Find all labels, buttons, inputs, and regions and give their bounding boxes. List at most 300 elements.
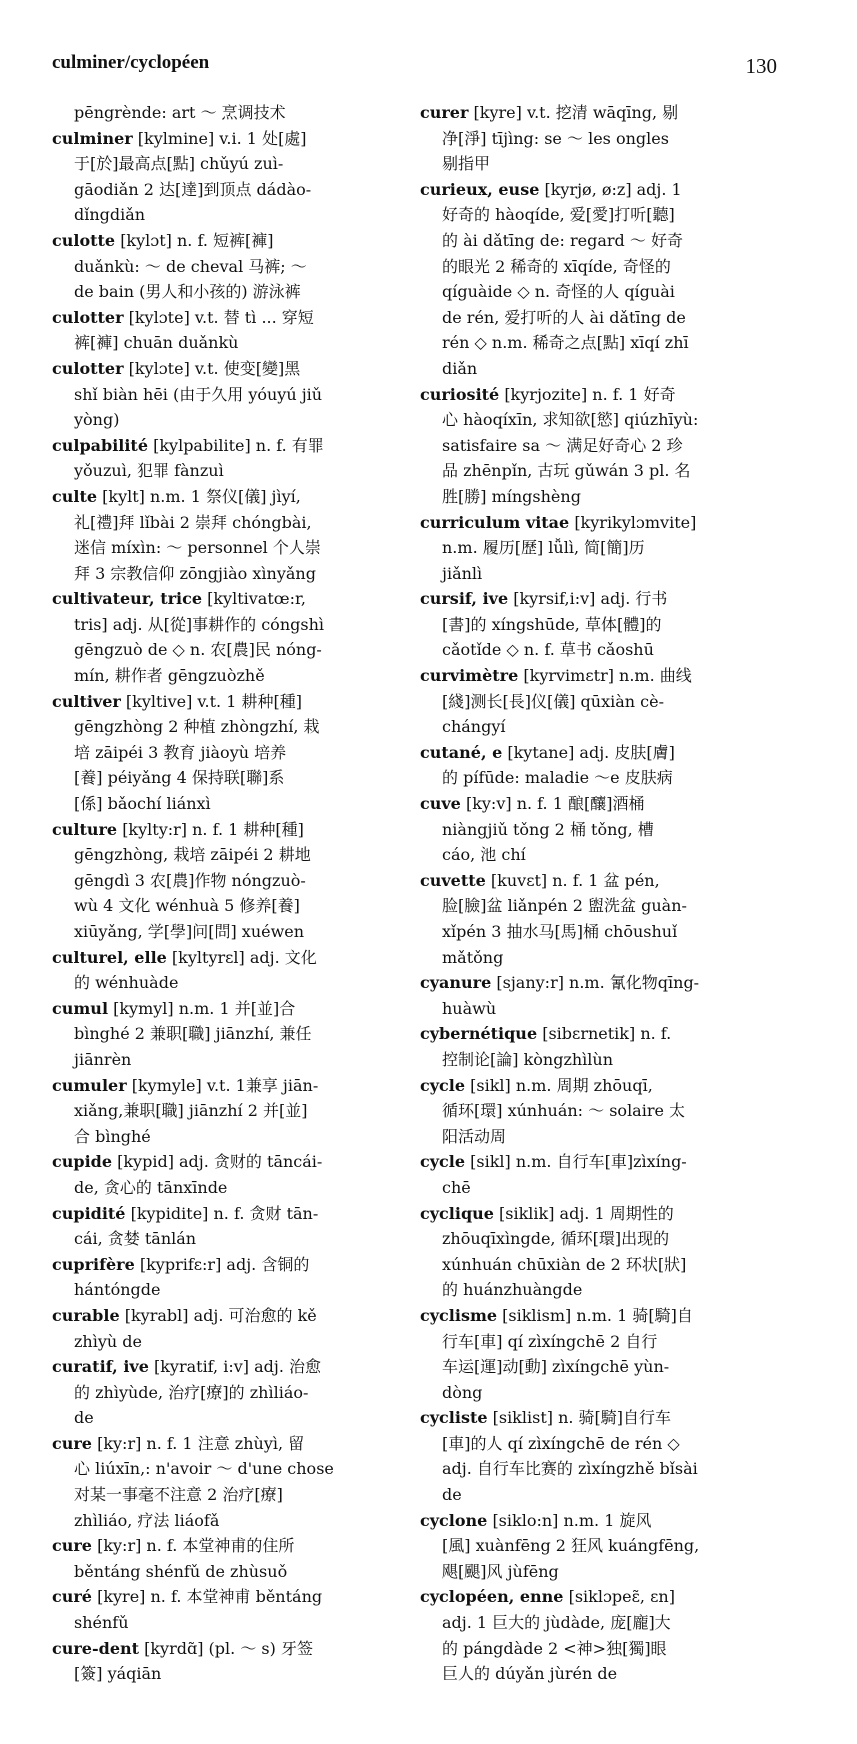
dictionary-entry xyxy=(420,1508,772,1585)
entry-text: [kyrsif,i:v] adj. 行书 xyxy=(513,589,668,609)
entry-headword: cycle xyxy=(420,1152,466,1172)
entry-text: 拜 3 宗教信仰 zōngjiào xìnyǎng xyxy=(74,563,316,583)
entry-text: 的 huánzhuàngde xyxy=(442,1280,583,1300)
dictionary-entry xyxy=(52,817,382,945)
entry-text: adj. 1 巨大的 jùdàde, 庞[龐]大 xyxy=(442,1613,671,1633)
entry-line xyxy=(52,945,382,971)
entry-line xyxy=(52,1329,382,1355)
entry-line xyxy=(52,1047,382,1073)
entry-text: de xyxy=(442,1485,462,1505)
entry-line xyxy=(52,305,382,331)
entry-text: [kylmine] v.i. 1 处[處] xyxy=(137,128,307,148)
entry-headword: cutané, e xyxy=(420,742,503,762)
entry-line xyxy=(420,1277,772,1303)
entry-headword: cuvette xyxy=(420,870,486,890)
entry-line xyxy=(420,1584,772,1610)
entry-line xyxy=(52,893,382,919)
entry-line xyxy=(420,970,772,996)
entry-line xyxy=(420,1124,772,1150)
entry-line xyxy=(420,868,772,894)
entry-line xyxy=(52,510,382,536)
entry-text: [kyltive] v.t. 1 耕种[種] xyxy=(125,691,302,711)
dictionary-entry xyxy=(52,1431,382,1533)
entry-text: [kypid] adj. 贪财的 tāncái- xyxy=(117,1152,323,1172)
dictionary-entry xyxy=(420,791,772,868)
entry-headword: cure-dent xyxy=(52,1638,140,1658)
entry-text: [kyrabl] adj. 可治愈的 kě xyxy=(124,1305,317,1325)
entry-text: mǎtǒng xyxy=(442,947,504,967)
entry-text: 的 wénhuàde xyxy=(74,973,179,993)
dictionary-entry xyxy=(52,1303,382,1354)
entry-headword: curable xyxy=(52,1305,120,1325)
entry-line xyxy=(420,1661,772,1687)
entry-headword: cupide xyxy=(52,1152,113,1172)
entry-line xyxy=(52,842,382,868)
entry-line xyxy=(420,612,772,638)
entry-line xyxy=(420,1329,772,1355)
entry-line xyxy=(52,1482,382,1508)
entry-line xyxy=(420,1098,772,1124)
entry-text: běntáng shénfǔ de zhùsuǒ xyxy=(74,1561,288,1581)
entry-line xyxy=(420,1226,772,1252)
dictionary-entry xyxy=(52,945,382,996)
entry-text: [ky:r] n. f. 本堂神甫的住所 xyxy=(97,1536,295,1556)
entry-text: 的眼光 2 稀奇的 xīqíde, 奇怪的 xyxy=(442,256,671,276)
entry-headword: cupidité xyxy=(52,1203,126,1223)
entry-text: [養] péiyǎng 4 保持联[聯]系 xyxy=(74,768,285,788)
entry-line xyxy=(52,970,382,996)
entry-text: [車]的人 qí zìxíngchē de rén ◇ xyxy=(442,1433,680,1453)
entry-line xyxy=(420,1610,772,1636)
entry-line xyxy=(52,1431,382,1457)
entry-line xyxy=(52,356,382,382)
entry-text: [siklist] n. 骑[騎]自行车 xyxy=(492,1408,672,1428)
entry-line xyxy=(52,228,382,254)
entry-text: adj. 自行车比赛的 zìxíngzhě bǐsài xyxy=(442,1459,698,1479)
dictionary-entry xyxy=(420,586,772,663)
entry-line xyxy=(52,817,382,843)
entry-line xyxy=(420,1201,772,1227)
entry-text: zhìyù de xyxy=(74,1331,142,1351)
entry-line xyxy=(52,177,382,203)
entry-text: mín, 耕作者 gēngzuòzhě xyxy=(74,666,265,686)
entry-line xyxy=(420,919,772,945)
dictionary-entry xyxy=(52,100,382,126)
entry-text: chángyí xyxy=(442,717,506,737)
entry-headword: curer xyxy=(420,103,469,122)
entry-line xyxy=(52,1354,382,1380)
entry-line xyxy=(52,1610,382,1636)
entry-line xyxy=(420,228,772,254)
entry-line xyxy=(420,1047,772,1073)
entry-headword: curatif, ive xyxy=(52,1357,149,1377)
entry-text: [kylpabilite] n. f. 有罪 xyxy=(153,435,324,455)
entry-line xyxy=(52,1021,382,1047)
dictionary-entry xyxy=(52,1252,382,1303)
entry-line xyxy=(420,842,772,868)
entry-text: 培 zāipéi 3 教育 jiàoyù 培养 xyxy=(74,742,287,762)
entry-line xyxy=(420,945,772,971)
entry-headword: culturel, elle xyxy=(52,947,167,967)
entry-line xyxy=(420,1354,772,1380)
running-head: culminer/cyclopéen xyxy=(52,52,210,73)
entry-line xyxy=(420,279,772,305)
entry-line xyxy=(52,1201,382,1227)
entry-text: [kyprifɛ:r] adj. 含铜的 xyxy=(139,1254,310,1274)
dictionary-entry xyxy=(52,1073,382,1150)
entry-text: [siklɔpeɛ̃, ɛn] xyxy=(568,1587,675,1607)
entry-headword: culotter xyxy=(52,307,124,327)
entry-text: 剔指甲 xyxy=(442,154,491,174)
entry-line xyxy=(420,714,772,740)
entry-text: xiūyǎng, 学[學]问[問] xuéwen xyxy=(74,922,305,941)
entry-line xyxy=(52,1252,382,1278)
entry-line xyxy=(52,919,382,945)
entry-text: jiǎnlì xyxy=(442,563,483,583)
entry-headword: culminer xyxy=(52,128,133,148)
entry-line xyxy=(420,202,772,228)
entry-text: 合 bìnghé xyxy=(74,1126,151,1146)
entry-text: gāodiǎn 2 达[達]到顶点 dádào- xyxy=(74,179,312,199)
entry-text: zhōuqīxìngde, 循环[環]出现的 xyxy=(442,1229,670,1249)
entry-text: [kytane] adj. 皮肤[膚] xyxy=(507,742,675,762)
entry-line xyxy=(420,330,772,356)
entry-text: [sjany:r] n.m. 氰化物qīng- xyxy=(496,973,700,993)
dictionary-entry xyxy=(420,100,772,177)
entry-text: [綫]测长[長]仪[儀] qūxiàn cè- xyxy=(442,691,664,711)
entry-text: [係] bǎochí liánxì xyxy=(74,794,211,814)
entry-line xyxy=(52,1533,382,1559)
entry-text: bìnghé 2 兼职[職] jiānzhí, 兼任 xyxy=(74,1024,312,1044)
dictionary-entry xyxy=(52,126,382,228)
entry-text: cáo, 池 chí xyxy=(442,845,526,865)
entry-text: 礼[禮]拜 lǐbài 2 崇拜 chóngbài, xyxy=(74,512,312,532)
dictionary-entry xyxy=(52,996,382,1073)
dictionary-entry xyxy=(52,228,382,305)
entry-line xyxy=(420,305,772,331)
entry-text: cǎotǐde ◇ n. f. 草书 cǎoshū xyxy=(442,640,654,660)
entry-text: shénfǔ xyxy=(74,1613,129,1633)
entry-text: [kyltivatœ:r, xyxy=(207,589,306,609)
entry-text: xúnhuán chūxiàn de 2 环状[狀] xyxy=(442,1254,687,1274)
entry-line xyxy=(420,740,772,766)
entry-text: huàwù xyxy=(442,998,497,1018)
entry-text: 脸[臉]盆 liǎnpén 2 盥洗盆 guàn- xyxy=(442,896,687,916)
entry-text: gēngdì 3 农[農]作物 nóngzuò- xyxy=(74,870,306,890)
dictionary-entry xyxy=(420,1149,772,1200)
entry-headword: cultivateur, trice xyxy=(52,589,203,609)
entry-text: de, 贪心的 tānxīnde xyxy=(74,1177,228,1197)
entry-text: 的 pángdàde 2 <神>独[獨]眼 xyxy=(442,1638,667,1658)
entry-line xyxy=(52,126,382,152)
entry-text: 于[於]最高点[點] chǔyú zuì- xyxy=(74,154,284,174)
dictionary-entry xyxy=(52,356,382,433)
entry-line xyxy=(52,1149,382,1175)
entry-text: 巨人的 dúyǎn jùrén de xyxy=(442,1664,618,1684)
entry-text: 裤[褲] chuān duǎnkù xyxy=(74,333,239,353)
entry-line xyxy=(420,535,772,561)
entry-line xyxy=(420,1175,772,1201)
entry-text: [kylɔt] n. f. 短裤[褲] xyxy=(120,230,274,250)
entry-line xyxy=(420,126,772,152)
entry-line xyxy=(52,1226,382,1252)
entry-line xyxy=(420,151,772,177)
entry-text: chē xyxy=(442,1177,471,1197)
entry-line xyxy=(52,484,382,510)
entry-text: diǎn xyxy=(442,358,478,378)
entry-line xyxy=(52,458,382,484)
entry-text: 的 ài dǎtīng de: regard ～ 好奇 xyxy=(442,230,683,250)
entry-line xyxy=(420,1636,772,1662)
dictionary-entry xyxy=(52,1636,382,1687)
entry-headword: cuprifère xyxy=(52,1254,135,1274)
entry-line xyxy=(420,893,772,919)
entry-text: xǐpén 3 抽水马[馬]桶 chōushuǐ xyxy=(442,922,678,941)
entry-line xyxy=(52,765,382,791)
entry-text: 循环[環] xúnhuán: ～ solaire 太 xyxy=(442,1101,686,1121)
entry-line xyxy=(52,151,382,177)
entry-line xyxy=(52,740,382,766)
entry-line xyxy=(52,996,382,1022)
entry-text: [siklik] adj. 1 周期性的 xyxy=(499,1203,674,1223)
entry-headword: cyclisme xyxy=(420,1305,498,1325)
entry-text: 品 zhēnpǐn, 古玩 gǔwán 3 pl. 名 xyxy=(442,461,691,481)
entry-text: 控制论[論] kòngzhìlùn xyxy=(442,1049,614,1069)
entry-headword: curiosité xyxy=(420,384,500,404)
entry-line xyxy=(52,1661,382,1687)
entry-text: 对某一事毫不注意 2 治疗[療] xyxy=(74,1485,283,1505)
entry-headword: cumul xyxy=(52,998,109,1018)
entry-text: 的 zhìyùde, 治疗[療]的 zhìliáo- xyxy=(74,1382,309,1402)
dictionary-entry xyxy=(420,663,772,740)
entry-line xyxy=(52,612,382,638)
entry-line xyxy=(420,663,772,689)
entry-text: [kyre] v.t. 挖清 wāqīng, 剔 xyxy=(473,103,679,122)
entry-line xyxy=(52,407,382,433)
entry-text: qíguàide ◇ n. 奇怪的人 qíguài xyxy=(442,282,675,302)
entry-text: [sibɛrnetik] n. f. xyxy=(542,1024,672,1044)
dictionary-entry xyxy=(52,433,382,484)
entry-line xyxy=(420,1252,772,1278)
entry-line xyxy=(52,382,382,408)
entry-line xyxy=(52,663,382,689)
entry-text: dòng xyxy=(442,1382,483,1402)
entry-text: 心 hàoqíxīn, 求知欲[慾] qiúzhīyù: xyxy=(442,410,699,430)
entry-line xyxy=(420,177,772,203)
dictionary-entry xyxy=(420,1021,772,1072)
entry-line xyxy=(420,817,772,843)
entry-text: pēngrènde: art ～ 烹调技术 xyxy=(74,103,286,122)
entry-line xyxy=(52,561,382,587)
entry-text: [kylty:r] n. f. 1 耕种[種] xyxy=(122,819,304,839)
entry-text: gēngzhòng 2 种植 zhòngzhí, 栽 xyxy=(74,717,320,737)
entry-line xyxy=(52,1073,382,1099)
entry-line xyxy=(52,1508,382,1534)
entry-line xyxy=(52,100,382,126)
entry-headword: culotter xyxy=(52,358,124,378)
entry-text: 行车[車] qí zìxíngchē 2 自行 xyxy=(442,1331,658,1351)
entry-headword: cumuler xyxy=(52,1075,127,1095)
entry-line xyxy=(52,1303,382,1329)
dictionary-entry xyxy=(52,1533,382,1584)
entry-text: [kylt] n.m. 1 祭仪[儀] jìyí, xyxy=(102,486,301,506)
entry-line xyxy=(52,1098,382,1124)
entry-line xyxy=(52,1559,382,1585)
entry-line xyxy=(420,484,772,510)
entry-headword: cuve xyxy=(420,794,461,814)
dictionary-entry xyxy=(420,1584,772,1686)
entry-text: [kyrjozite] n. f. 1 好奇 xyxy=(504,384,676,404)
entry-text: rén ◇ n.m. 稀奇之点[點] xīqí zhī xyxy=(442,333,689,353)
entry-text: 车运[運]动[動] zìxíngchē yùn- xyxy=(442,1357,670,1377)
entry-line xyxy=(420,407,772,433)
entry-text: shǐ biàn hēi (由于久用 yóuyú jiǔ xyxy=(74,384,323,404)
entry-text: xiǎng,兼职[職] jiānzhí 2 并[並] xyxy=(74,1101,308,1121)
entry-text: duǎnkù: ～ de cheval 马裤; ～ xyxy=(74,256,307,276)
entry-line xyxy=(52,254,382,280)
dictionary-entry xyxy=(420,177,772,382)
entry-headword: cybernétique xyxy=(420,1024,538,1044)
entry-line xyxy=(52,791,382,817)
entry-line xyxy=(52,279,382,305)
entry-text: de rén, 爱打听的人 ài dǎtīng de xyxy=(442,307,686,327)
entry-headword: cyclopéen, enne xyxy=(420,1587,564,1607)
entry-text: gēngzhòng, 栽培 zāipéi 2 耕地 xyxy=(74,845,311,865)
entry-text: yǒuzuì, 犯罪 fànzuì xyxy=(74,461,224,481)
entry-line xyxy=(52,586,382,612)
entry-text: [kymyl] n.m. 1 并[並]合 xyxy=(113,998,296,1018)
entry-headword: cure xyxy=(52,1433,92,1453)
entry-line xyxy=(52,1405,382,1431)
dictionary-entry xyxy=(52,586,382,688)
entry-text: 净[淨] tījìng: se ～ les ongles xyxy=(442,128,669,148)
entry-line xyxy=(52,714,382,740)
entry-text: 飓[颶]风 jùfēng xyxy=(442,1561,559,1581)
entry-text: niàngjiǔ tǒng 2 桶 tǒng, 槽 xyxy=(442,819,654,839)
entry-text: 迷信 míxìn: ～ personnel 个人崇 xyxy=(74,538,321,558)
entry-line xyxy=(420,1482,772,1508)
entry-headword: curriculum vitae xyxy=(420,512,570,532)
entry-text: [siklism] n.m. 1 骑[騎]自 xyxy=(502,1305,693,1325)
entry-text: de bain (男人和小孩的) 游泳裤 xyxy=(74,282,301,302)
entry-line xyxy=(52,1277,382,1303)
dictionary-entry xyxy=(420,1303,772,1405)
entry-text: 的 pífūde: maladie ～e 皮肤病 xyxy=(442,768,673,788)
entry-line xyxy=(420,382,772,408)
entry-line xyxy=(420,1559,772,1585)
entry-line xyxy=(52,868,382,894)
entry-line xyxy=(52,1380,382,1406)
entry-text: 好奇的 hàoqíde, 爱[愛]打听[聽] xyxy=(442,205,675,225)
entry-text: [kylɔte] v.t. 使变[變]黑 xyxy=(128,358,301,378)
dictionary-entry xyxy=(420,510,772,587)
entry-text: 心 liúxīn,: n'avoir ～ d'une chose xyxy=(74,1459,334,1479)
entry-headword: cure xyxy=(52,1536,92,1556)
entry-headword: cyclique xyxy=(420,1203,494,1223)
entry-line xyxy=(420,458,772,484)
entry-line xyxy=(420,586,772,612)
entry-line xyxy=(420,1405,772,1431)
dictionary-entry xyxy=(52,1354,382,1431)
entry-text: cái, 贪婪 tānlán xyxy=(74,1229,197,1249)
entry-text: 胜[勝] míngshèng xyxy=(442,486,581,506)
entry-line xyxy=(52,689,382,715)
entry-line xyxy=(52,1124,382,1150)
entry-text: n.m. 履历[歷] lǚlì, 简[簡]历 xyxy=(442,538,645,558)
entry-headword: culpabilité xyxy=(52,435,148,455)
entry-headword: cyclone xyxy=(420,1510,488,1530)
entry-text: [sikl] n.m. 自行车[車]zìxíng- xyxy=(470,1152,687,1172)
entry-line xyxy=(420,765,772,791)
entry-line xyxy=(420,1021,772,1047)
entry-headword: cultiver xyxy=(52,691,121,711)
dictionary-entry xyxy=(52,305,382,356)
entry-headword: cycliste xyxy=(420,1408,488,1428)
entry-line xyxy=(52,1175,382,1201)
entry-text: yòng) xyxy=(74,410,120,430)
entry-line xyxy=(52,433,382,459)
entry-line xyxy=(52,1584,382,1610)
entry-text: dǐngdiǎn xyxy=(74,205,146,225)
entry-headword: curieux, euse xyxy=(420,179,540,199)
entry-text: [書]的 xíngshūde, 草体[體]的 xyxy=(442,614,662,634)
dictionary-entry xyxy=(420,740,772,791)
entry-line xyxy=(52,1636,382,1662)
dictionary-entry xyxy=(420,868,772,970)
entry-headword: cursif, ive xyxy=(420,589,509,609)
entry-headword: cycle xyxy=(420,1075,466,1095)
entry-text: [kuvɛt] n. f. 1 盆 pén, xyxy=(490,870,660,890)
entry-text: gēngzuò de ◇ n. 农[農]民 nóng- xyxy=(74,640,322,660)
dictionary-entry xyxy=(52,484,382,586)
entry-line xyxy=(52,1456,382,1482)
entry-headword: curé xyxy=(52,1587,92,1607)
entry-headword: culotte xyxy=(52,230,116,250)
entry-text: [kymyle] v.t. 1兼享 jiān- xyxy=(131,1075,319,1095)
entry-line xyxy=(420,1303,772,1329)
entry-line xyxy=(420,561,772,587)
entry-headword: culte xyxy=(52,486,98,506)
entry-headword: cyanure xyxy=(420,973,492,993)
entry-text: [kypidite] n. f. 贪财 tān- xyxy=(130,1203,319,1223)
right-column xyxy=(420,100,772,1687)
entry-text: [kyrjø, ø:z] adj. 1 xyxy=(544,179,682,199)
entry-line xyxy=(420,433,772,459)
entry-text: wù 4 文化 wénhuà 5 修养[養] xyxy=(74,896,300,916)
entry-text: [kyrikylɔmvite] xyxy=(574,512,697,532)
entry-text: [kyre] n. f. 本堂神甫 běntáng xyxy=(97,1587,323,1607)
entry-line xyxy=(420,1431,772,1457)
dictionary-entry xyxy=(420,1201,772,1303)
dictionary-entry xyxy=(420,970,772,1021)
entry-line xyxy=(52,330,382,356)
entry-line xyxy=(420,1073,772,1099)
entry-headword: curvimètre xyxy=(420,666,519,686)
entry-line xyxy=(420,510,772,536)
left-column xyxy=(52,100,382,1687)
entry-text: [sikl] n.m. 周期 zhōuqī, xyxy=(470,1075,653,1095)
entry-line xyxy=(420,100,772,126)
entry-text: [簽] yáqiān xyxy=(74,1664,162,1684)
entry-line xyxy=(420,1456,772,1482)
entry-text: [kyrvimɛtr] n.m. 曲线 xyxy=(523,666,692,686)
entry-text: [kyratif, i:v] adj. 治愈 xyxy=(153,1357,321,1377)
entry-line xyxy=(52,637,382,663)
entry-headword: culture xyxy=(52,819,118,839)
entry-line xyxy=(420,1380,772,1406)
dictionary-entry xyxy=(420,382,772,510)
entry-line xyxy=(420,356,772,382)
